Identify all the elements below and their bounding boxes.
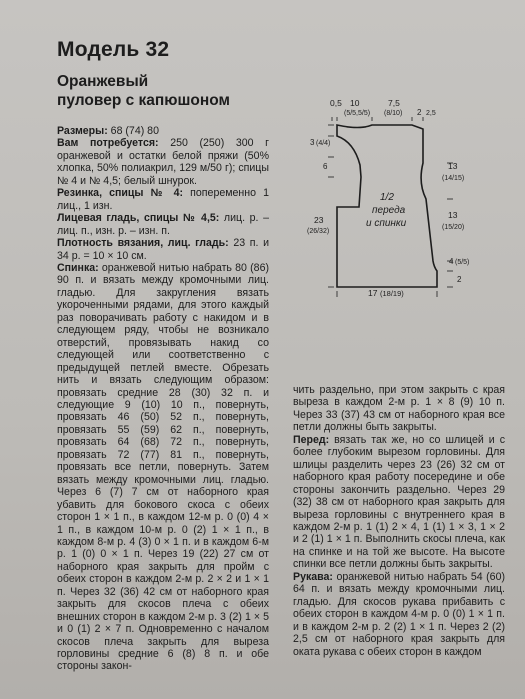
- dim-top-2-sub: 2,5: [426, 110, 436, 117]
- dim-right-4: 4: [449, 257, 454, 266]
- paragraph-sizes: [57, 125, 269, 137]
- paragraph-sleeves: [293, 571, 505, 658]
- dim-left-3-sub: (4/4): [316, 140, 331, 147]
- subtitle-line-2: пуловер с капюшоном: [57, 92, 230, 109]
- paragraph-stockinette: [57, 212, 269, 237]
- page-subtitle: [57, 72, 230, 110]
- dim-top-75: 7,5: [388, 98, 400, 108]
- center-label-half: 1/2: [380, 192, 394, 203]
- dim-right-2: 2: [457, 275, 462, 284]
- left-column: [57, 125, 269, 673]
- label-rib: Резинка, спицы № 4:: [57, 187, 184, 200]
- right-column: [293, 384, 505, 658]
- text-materials: 250 (250) 300 г оранжевой и остатки белой пряжи (50% хлопка, 50% полиакрил, 129 м/50 г); спицы № 4 и № 4,5; белый шнурок.: [57, 137, 269, 187]
- dim-right-13b-sub: (15/20): [442, 224, 465, 231]
- text-front: вязать так же, но со шлицей и с более глубоким вырезом горловины. Для шлицы разделить через 23 (26) 32 см от наборного края работу посередине и обе стороны закончить раздельно. Через 29 (32) 38 см от наборного края закрыть для выреза горловины с внутреннего края в каждом 2-м р. 1 (1) 2 × 4, 1 (1) 1 × 3, 1 × 2 и 2 (1) 1 × 1 п. Выполнить скосы плеча, как на спинке и на той же высоте. На высоте спинки все петли должны быть закрыты.: [293, 433, 505, 571]
- dim-right-13b: 13: [448, 210, 458, 220]
- paragraph-back: [57, 262, 269, 673]
- center-label-front: переда: [372, 205, 406, 216]
- center-label-back: и спинки: [366, 218, 407, 229]
- dim-left-6: 6: [323, 162, 328, 171]
- text-back: оранжевой нитью набрать 80 (86) 90 п. и вязать между кромочными лиц. гладью. Для закругления вязать укороченными рядами, для этого каждый раз поворачивать работу с накидом и в следующем ряду, чтобы не возникало отверстий, провязывать накид со следующей или соответственно с предыдущей петлей вместе. Обрезать нить и вязать следующим образом: провязать средние 28 (30) 32 п. и следующие 9 (10) 10 п., повернуть, провязать 46 (50) 52 п., повернуть, провязать 55 (59) 62 п., повернуть, провязать 64 (68) 72 п., повернуть, провязать 72 (77) 81 п., повернуть, провязать все петли, повернуть. Затем вязать между кромочными лиц. гладью. Через 6 (7) 7 см от наборного края убавить для бокового скоса с обеих сторон 1 × 1 п., в каждом 12-м р. 0 (0) 4 × 1 п., в каждом 10-м р. 0 (2) 1 × 1 п., в каждом 8-м р. 4 (3) 0 × 1 п. и в каждом 6-м р. 1 (0) 0 × 1 п. Через 19 (22) 27 см от наборного края закрыть для пройм с обеих сторон в каждом 2-м р. 2 × 2 и 1 × 1 п. Через 32 (36) 42 см от наборного края закрыть для скосов плеча с обеих внешних сторон в каждом 2-м р. 3 (2) 1 × 5 и 0 (1) 2 × 7 п. Одновременно с началом скосов плеча закрыть для выреза горловины средние 6 (8) 8 п. и обе стороны закон-: [57, 261, 269, 673]
- label-gauge: Плотность вязания, лиц. гладь:: [57, 237, 229, 250]
- text-sleeves: оранжевой нитью набрать 54 (60) 64 п. и вязать между кромочными лиц. гладью. Для скосов рукава прибавить с обеих сторон в каждом 4-м р. 0 (0) 1 × 1 п. и в каждом 2-м р. 2 (2) 1 × 1 п. Через 2 (2) 2,5 см от наборного края закрыть для оката рукава с обеих сторон в каждом: [293, 570, 505, 658]
- label-front: Перед:: [293, 433, 330, 446]
- dim-top-10-sub: (5/5,5/5): [344, 110, 371, 117]
- text-gauge: 23 п. и 34 р. = 10 × 10 см.: [57, 237, 269, 262]
- dim-bottom-17-sub: (18/19): [380, 289, 404, 298]
- dim-top-10: 10: [350, 98, 360, 108]
- dim-bottom-17: 17: [368, 288, 378, 298]
- dim-left-23: 23: [314, 215, 324, 225]
- text-back-continued: чить раздельно, при этом закрыть с края выреза в каждом 2-м р. 1 × 8 (9) 10 п. Через 33 (37) 43 см от наборного края все петли должны быть закрыты.: [293, 384, 505, 434]
- dim-top-2: 2: [417, 108, 422, 117]
- label-sleeves: Рукава:: [293, 570, 333, 583]
- paragraph-back-continued: [293, 384, 505, 434]
- paragraph-front: [293, 434, 505, 571]
- dim-right-13a: 13: [448, 161, 458, 171]
- paragraph-rib: [57, 187, 269, 212]
- dim-left-3: 3: [310, 138, 315, 147]
- label-sizes: Размеры:: [57, 125, 108, 137]
- text-stockinette: лиц. р. – лиц. п., изн. р. – изн. п.: [57, 212, 269, 237]
- dim-top-05: 0,5: [330, 98, 342, 108]
- schematic-diagram: [290, 95, 520, 305]
- dim-left-23-sub: (26/32): [307, 228, 330, 235]
- paragraph-materials: [57, 137, 269, 187]
- subtitle-line-1: Оранжевый: [57, 73, 149, 90]
- page-title: Модель 32: [57, 38, 170, 61]
- label-materials: Вам потребуется:: [57, 137, 159, 150]
- dim-right-4-sub: (5/5): [455, 259, 470, 266]
- label-stockinette: Лицевая гладь, спицы № 4,5:: [57, 212, 220, 225]
- label-back: Спинка:: [57, 261, 99, 274]
- dim-top-75-sub: (8/10): [384, 110, 403, 117]
- dim-right-13a-sub: (14/15): [442, 175, 465, 182]
- text-rib: попеременно 1 лиц., 1 изн.: [57, 187, 269, 212]
- text-sizes: 68 (74) 80: [107, 125, 159, 137]
- paragraph-gauge: [57, 237, 269, 262]
